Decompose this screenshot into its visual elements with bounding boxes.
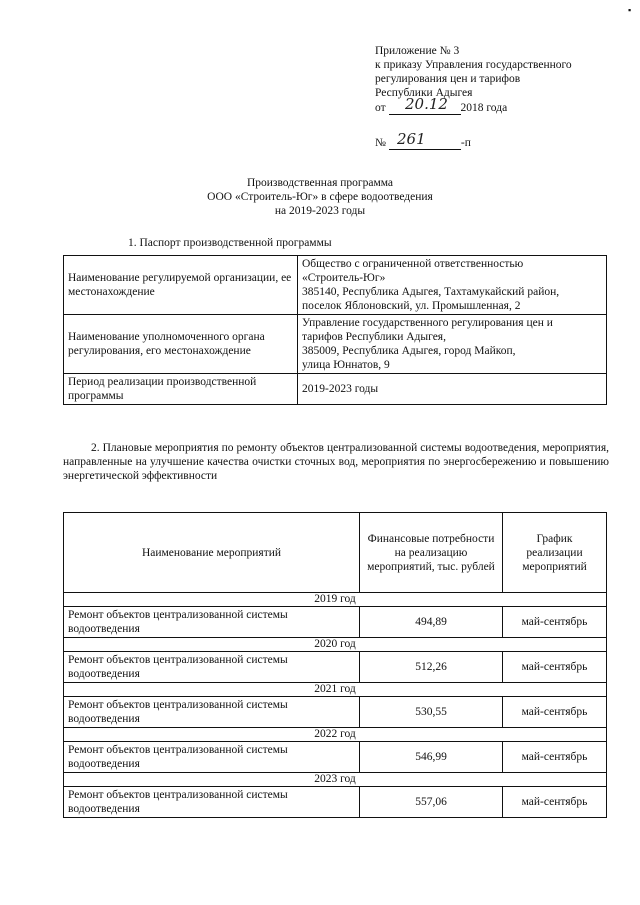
value-line: 385009, Республика Адыгея, город Майкоп, (302, 345, 516, 357)
activity-amount: 557,06 (360, 787, 503, 818)
number-suffix: -п (460, 137, 471, 149)
appendix-date-line (375, 95, 625, 115)
date-prefix: от (375, 102, 386, 114)
passport-table (63, 255, 607, 405)
year-row (64, 638, 607, 652)
handwritten-date (389, 95, 461, 115)
activity-amount: 512,26 (360, 652, 503, 683)
year-label: 2020 год (64, 638, 607, 652)
header-finance: Финансовые потребности на реализацию мероприятий, тыс. рублей (360, 513, 503, 593)
number-prefix: № (375, 137, 386, 149)
activity-period: май-сентябрь (503, 607, 607, 638)
year-label: 2022 год (64, 728, 607, 742)
passport-row (64, 374, 607, 405)
value-line: поселок Яблоновский, ул. Промышленная, 2 (302, 300, 521, 312)
passport-key: Период реализации производственной программы (64, 374, 298, 405)
value-line: Общество с ограниченной ответственностью (302, 258, 524, 270)
plan-header-row (64, 513, 607, 593)
value-line: улица Юннатов, 9 (302, 359, 390, 371)
year-label: 2019 год (64, 593, 607, 607)
value-line: «Строитель-Юг» (302, 272, 386, 284)
corner-mark: ▪ (628, 5, 632, 15)
year-label: 2021 год (64, 683, 607, 697)
activity-period: май-сентябрь (503, 787, 607, 818)
passport-value (298, 256, 607, 315)
value-line: тарифов Республики Адыгея, (302, 331, 446, 343)
plan-table (63, 512, 607, 818)
number-field (389, 130, 461, 150)
title-line: Производственная программа (246, 177, 394, 189)
activity-name: Ремонт объектов централизованной системы водоотведения (64, 652, 360, 683)
activity-name: Ремонт объектов централизованной системы водоотведения (64, 787, 360, 818)
section1-heading: 1. Паспорт производственной программы (128, 237, 332, 249)
activity-row (64, 697, 607, 728)
appendix-line: к приказу Управления государственного (375, 59, 572, 71)
activity-row (64, 742, 607, 773)
activity-amount: 530,55 (360, 697, 503, 728)
year-row (64, 593, 607, 607)
appendix-number-line (375, 130, 625, 150)
passport-key: Наименование уполномоченного органа регулирования, его местонахождение (64, 315, 298, 374)
program-title (0, 176, 640, 218)
section2-text: 2. Плановые мероприятия по ремонту объектов централизованной системы водоотведения, мероприятия, направленные на улучшение качества очистки сточных вод, мероприятия по энергосбережению и повышению энергетической эффективности (63, 442, 609, 482)
value-line: Управление государственного регулирования цен и (302, 317, 553, 329)
title-line: ООО «Строитель-Юг» в сфере водоотведения (207, 191, 433, 203)
header-name: Наименование мероприятий (64, 513, 360, 593)
passport-row (64, 315, 607, 374)
year-row (64, 683, 607, 697)
activity-period: май-сентябрь (503, 697, 607, 728)
appendix-line: Республики Адыгея (375, 87, 473, 99)
value-line: 2019-2023 годы (302, 383, 379, 395)
appendix-line: Приложение № 3 (375, 45, 460, 57)
appendix-line: регулирования цен и тарифов (375, 73, 521, 85)
handwritten-number (389, 130, 461, 150)
year-row (64, 728, 607, 742)
activity-name: Ремонт объектов централизованной системы водоотведения (64, 697, 360, 728)
activity-amount: 546,99 (360, 742, 503, 773)
activity-name: Ремонт объектов централизованной системы водоотведения (64, 607, 360, 638)
activity-period: май-сентябрь (503, 652, 607, 683)
passport-value (298, 315, 607, 374)
section2-paragraph (63, 441, 609, 483)
activity-name: Ремонт объектов централизованной системы водоотведения (64, 742, 360, 773)
svg-text:261: 261 (396, 130, 426, 148)
value-line: 385140, Республика Адыгея, Тахтамукайский район, (302, 286, 560, 298)
title-line: на 2019-2023 годы (274, 205, 366, 217)
header-schedule: График реализации мероприятий (503, 513, 607, 593)
activity-row (64, 787, 607, 818)
activity-amount: 494,89 (360, 607, 503, 638)
year-label: 2023 год (64, 773, 607, 787)
passport-value (298, 374, 607, 405)
date-suffix: 2018 года (460, 102, 508, 114)
svg-text:20.12: 20.12 (404, 95, 448, 113)
activity-row (64, 607, 607, 638)
passport-key: Наименование регулируемой организации, ее местонахождение (64, 256, 298, 315)
activity-row (64, 652, 607, 683)
year-row (64, 773, 607, 787)
passport-row (64, 256, 607, 315)
appendix-block (375, 44, 625, 150)
activity-period: май-сентябрь (503, 742, 607, 773)
date-field (389, 95, 461, 115)
